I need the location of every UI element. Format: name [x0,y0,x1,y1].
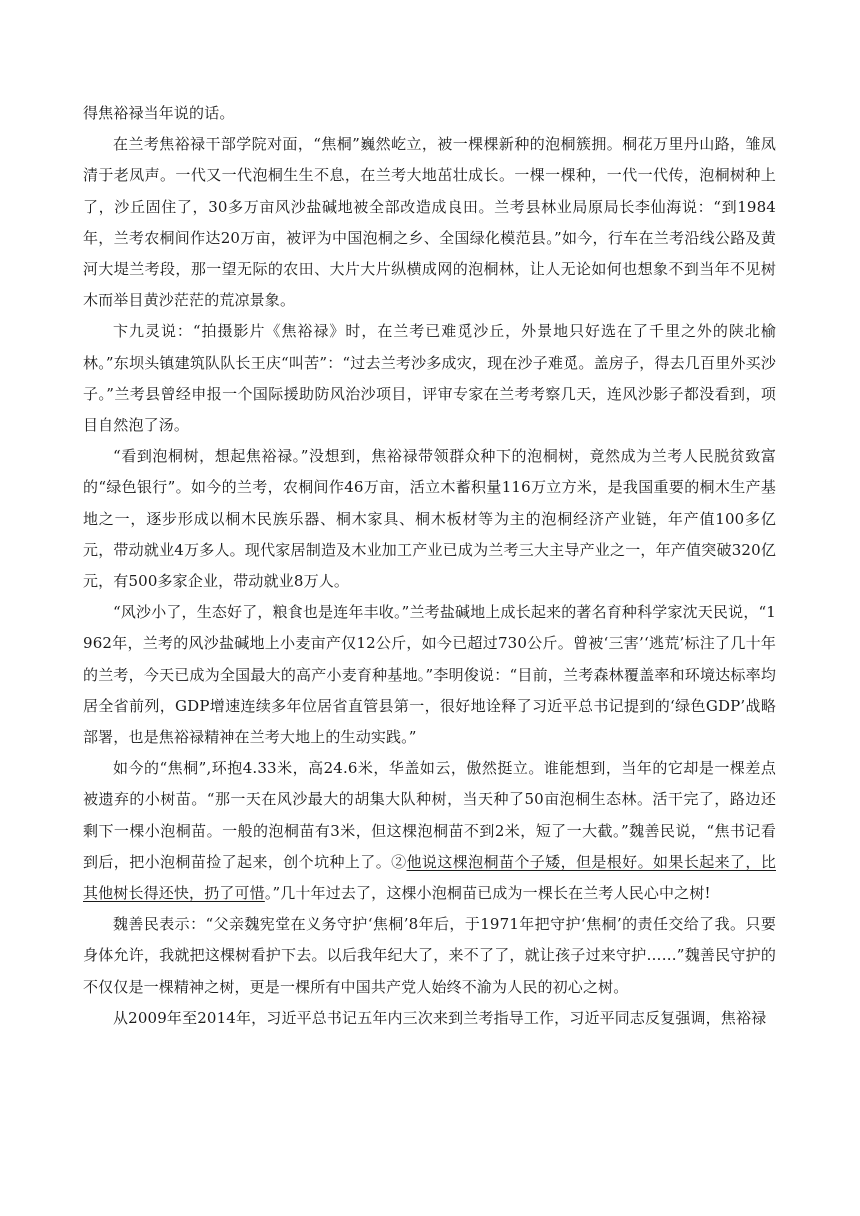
paragraph-7: 魏善民表示：“父亲魏宪堂在义务守护‘焦桐’8年后，于1971年把守护‘焦桐’的责任交给了我。只要身体允许，我就把这棵树看护下去。以后我年纪大了，来不了了，就让孩子过来守护……”魏善民守护的不仅仅是一棵精神之树，更是一棵所有中国共产党人始终不渝为人民的初心之树。 [83,915,776,996]
paragraph-1: 得焦裕禄当年说的话。 [83,104,235,122]
paragraph-5: “风沙小了，生态好了，粮食也是连年丰收。”兰考盐碱地上成长起来的著名育种科学家沈天民说，“1962年，兰考的风沙盐碱地上小麦亩产仅12公斤，如今已超过730公斤。曾被‘三害’‘逃荒’标注了几十年的兰考，今天已成为全国最大的高产小麦育种基地。”李明俊说：“目前，兰考森林覆盖率和环境达标率均居全省前列，GDP增速连续多年位居省直管县第一，很好地诠释了习近平总书记提到的‘绿色GDP’战略部署，也是焦裕禄精神在兰考大地上的生动实践。” [83,603,776,747]
paragraph-6-before: 如今的“焦桐”,环抱4.33米，高24.6米，华盖如云，傲然挺立。谁能想到，当年的它却是一棵差点被遗弃的小树苗。“那一天在风沙最大的胡集大队种树，当天种了50亩泡桐生态林。活干完了，路边还剩下一棵小泡桐苗。一般的泡桐苗有3米，但这棵泡桐苗不到2米，短了一大截。”魏善民说，“焦书记看到后，把小泡桐苗捡了起来，创个坑种上了。② [83,759,776,871]
paragraph-4: “看到泡桐树，想起焦裕禄。”没想到，焦裕禄带领群众种下的泡桐树，竟然成为兰考人民脱贫致富的“绿色银行”。如今的兰考，农桐间作46万亩，活立木蓄积量116万立方米，是我国重要的桐木生产基地之一，逐步形成以桐木民族乐器、桐木家具、桐木板材等为主的泡桐经济产业链，年产值100多亿元，带动就业4万多人。现代家居制造及木业加工产业已成为兰考三大主导产业之一，年产值突破320亿元，有500多家企业，带动就业8万人。 [83,447,776,591]
paragraph-3: 卞九灵说：“拍摄影片《焦裕禄》时，在兰考已难觅沙丘，外景地只好选在了千里之外的陕北榆林。”东坝头镇建筑队队长王庆“叫苦”：“过去兰考沙多成灾，现在沙子难觅。盖房子，得去几百里外买沙子。”兰考县曾经申报一个国际援助防风治沙项目，评审专家在兰考考察几天，连风沙影子都没看到，项目自然泡了汤。 [83,322,776,435]
paragraph-6-after: 。”几十年过去了，这棵小泡桐苗已成为一棵长在兰考人民心中之树! [264,884,711,903]
paragraph-2: 在兰考焦裕禄干部学院对面，“焦桐”巍然屹立，被一棵棵新种的泡桐簇拥。桐花万里丹山路，雏凤清于老凤声。一代又一代泡桐生生不息，在兰考大地茁壮成长。一棵一棵种，一代一代传，泡桐树种上了，沙丘固住了，30多万亩风沙盐碱地被全部改造成良田。兰考县林业局原局长李仙海说：“到1984年，兰考农桐间作达20万亩，被评为中国泡桐之乡、全国绿化模范县。”如今，行车在兰考沿线公路及黄河大堤兰考段，那一望无际的农田、大片大片纵横成网的泡桐林，让人无论如何也想象不到当年不见树木而举目黄沙茫茫的荒凉景象。 [83,135,776,310]
paragraph-8: 从2009年至2014年，习近平总书记五年内三次来到兰考指导工作，习近平同志反复强调，焦裕禄 [113,1008,767,1027]
paragraph-6 [83,753,776,909]
underlined-sentence: 他说这棵泡桐苗个子矮，但是根好。如果长起来了，比其他树长得还快，扔了可惜 [83,852,776,903]
document-page [83,98,776,1034]
